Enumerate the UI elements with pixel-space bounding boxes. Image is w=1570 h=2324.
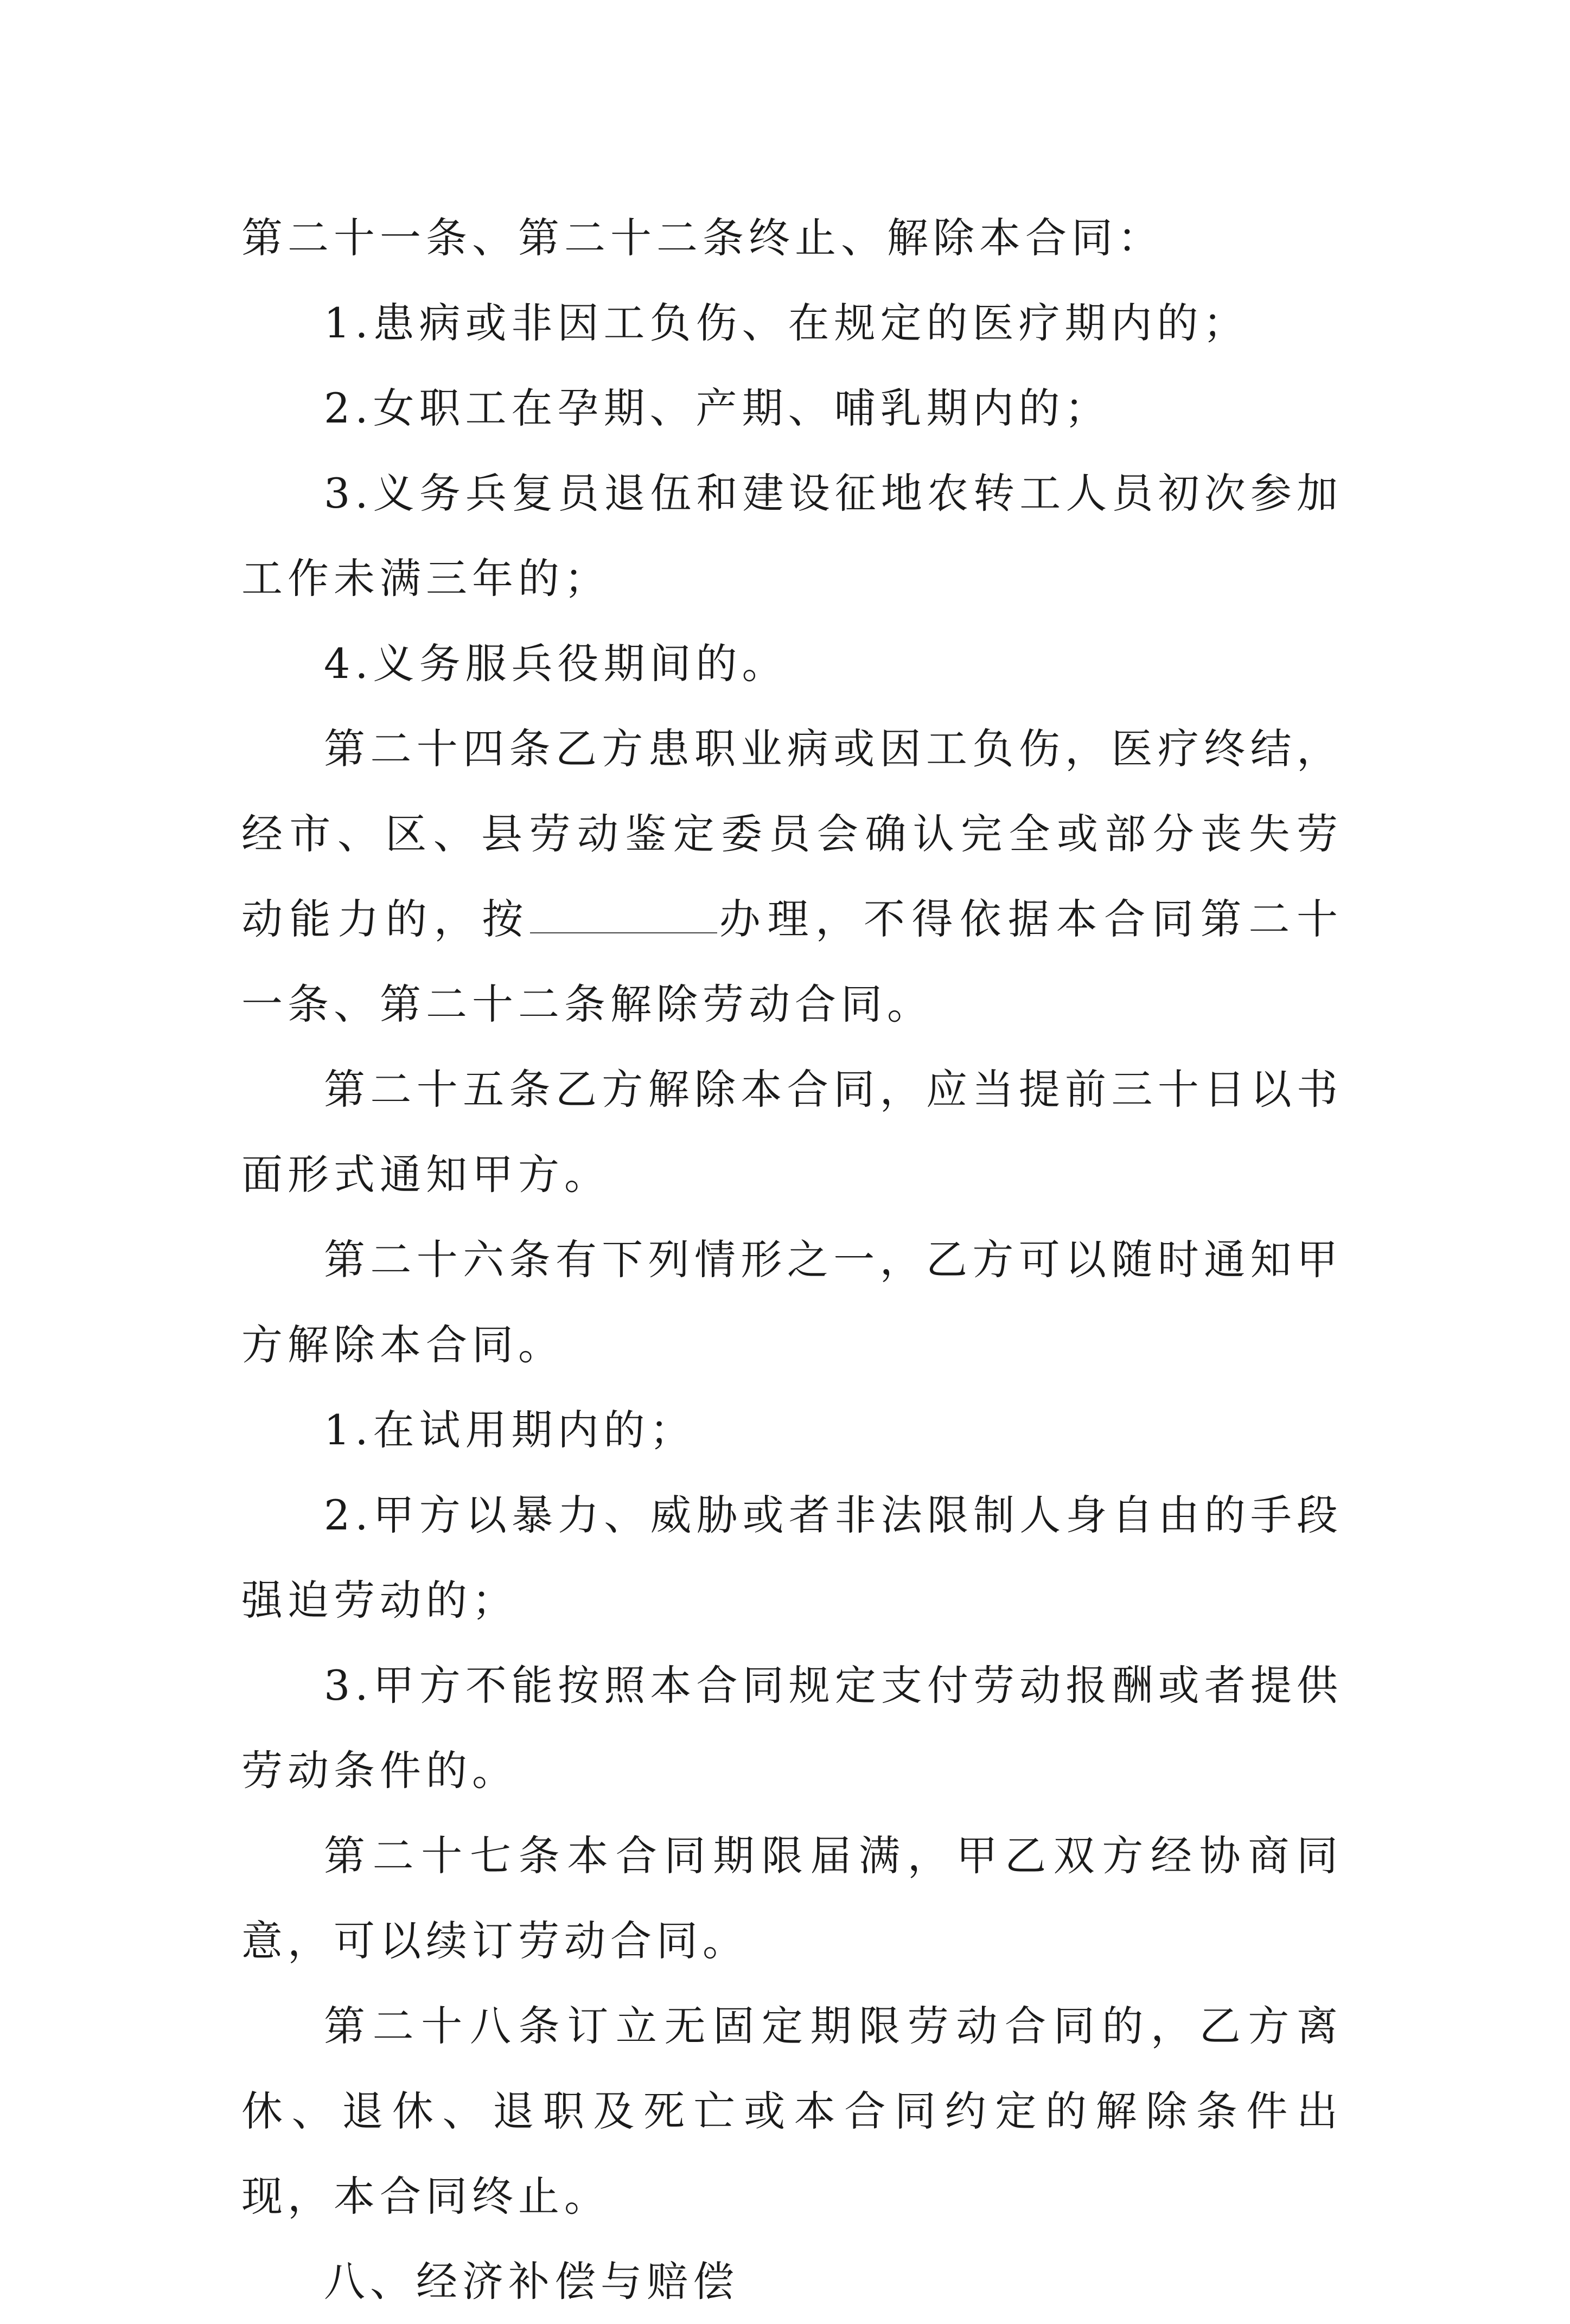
paragraph-article-28: 第二十八条订立无固定期限劳动合同的，乙方离休、退休、退职及死亡或本合同约定的解除条件出现，本合同终止。 [241, 2002, 1343, 2220]
paragraph-clause-list-intro: 第二十一条、第二十二条终止、解除本合同： [241, 214, 1164, 262]
section-heading-compensation: 八、经济补偿与赔偿 [324, 2257, 739, 2306]
paragraph-article-25: 第二十五条乙方解除本合同，应当提前三十日以书面形式通知甲方。 [241, 1065, 1343, 1199]
article-24-text-after: 办理，不得依据本合同第二十一条、第二十二条解除劳动合同。 [241, 895, 1343, 1028]
paragraph-article-24 [241, 706, 1343, 1047]
paragraph-article-26: 第二十六条有下列情形之一，乙方可以随时通知甲方解除本合同。 [241, 1235, 1343, 1369]
document-body [241, 195, 1343, 2324]
paragraph-article-26-item-1: 1.在试用期内的； [324, 1406, 696, 1454]
fill-in-blank [530, 900, 717, 933]
paragraph-item-2: 2.女职工在孕期、产期、哺乳期内的； [324, 384, 1111, 432]
paragraph-article-27: 第二十七条本合同期限届满，甲乙双方经协商同意，可以续订劳动合同。 [241, 1832, 1343, 1965]
paragraph-article-26-item-2: 2.甲方以暴力、威胁或者非法限制人身自由的手段强迫劳动的； [241, 1491, 1343, 1624]
paragraph-item-4: 4.义务服兵役期间的。 [324, 639, 788, 688]
paragraph-item-1: 1.患病或非因工负伤、在规定的医疗期内的； [324, 299, 1249, 347]
article-24-text-before: 第二十四条乙方患职业病或因工负伤，医疗终结，经市、区、县劳动鉴定委员会确认完全或部分丧失劳动能力的，按 [241, 725, 1343, 943]
paragraph-item-3: 3.义务兵复员退伍和建设征地农转工人员初次参加工作未满三年的； [241, 469, 1343, 603]
paragraph-article-26-item-3: 3.甲方不能按照本合同规定支付劳动报酬或者提供劳动条件的。 [241, 1661, 1343, 1795]
